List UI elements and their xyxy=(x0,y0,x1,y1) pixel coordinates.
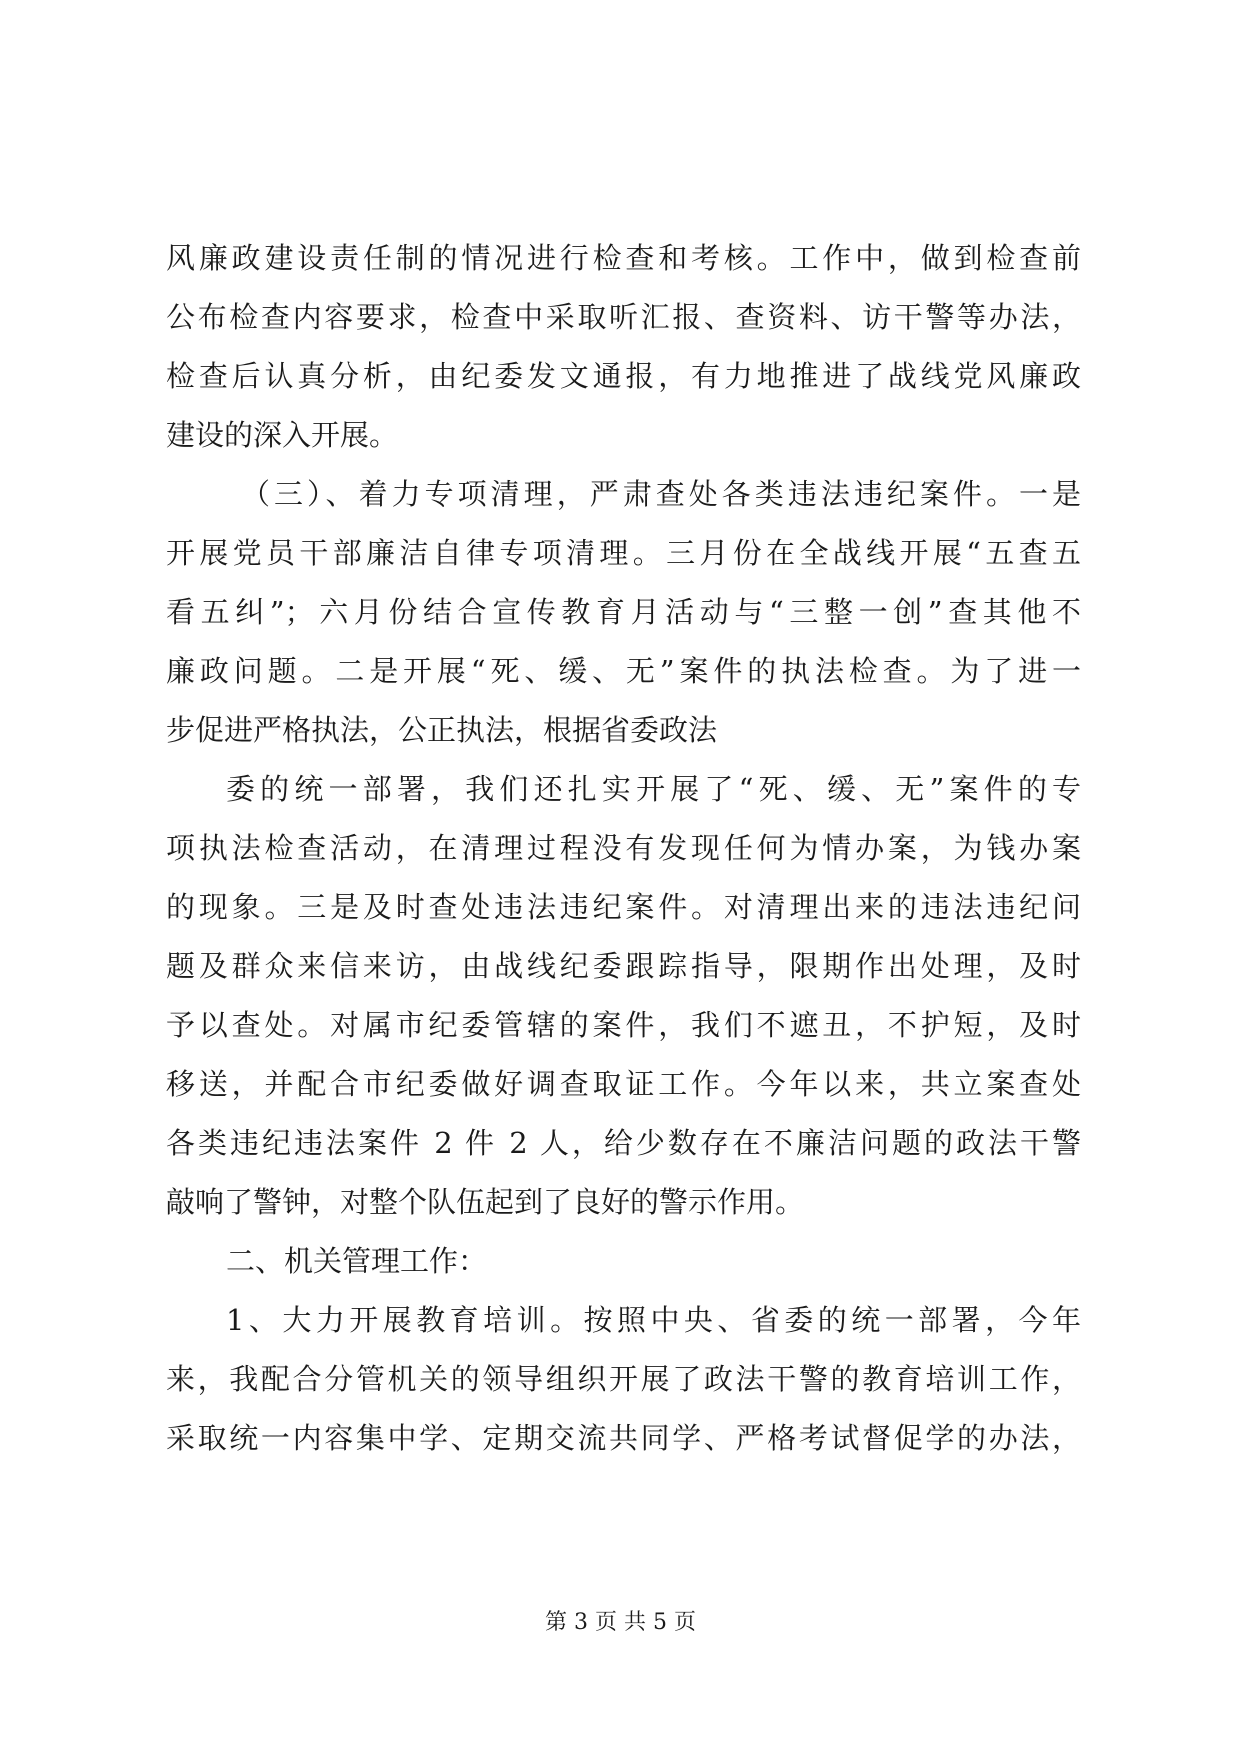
text-line: 看五纠”；六月份结合宣传教育月活动与“三整一创”查其他不 xyxy=(166,595,1081,629)
text-line: 的现象。三是及时查处违法违纪案件。对清理出来的违法违纪问 xyxy=(166,890,1081,924)
text-line: 采取统一内容集中学、定期交流共同学、严格考试督促学的办法， xyxy=(166,1421,1081,1455)
text-line: 廉政问题。二是开展“死、缓、无”案件的执法检查。为了进一 xyxy=(166,654,1081,688)
text-line: 建设的深入开展。 xyxy=(166,418,399,452)
text-line: 步促进严格执法，公正执法，根据省委政法 xyxy=(166,713,718,747)
text-line: 来，我配合分管机关的领导组织开展了政法干警的教育培训工作， xyxy=(166,1362,1081,1396)
document-body xyxy=(166,229,1081,1468)
section-heading: 二、机关管理工作： xyxy=(226,1244,488,1278)
text-line: 公布检查内容要求，检查中采取听汇报、查资料、访干警等办法， xyxy=(166,300,1081,334)
text-line: 各类违纪违法案件 2 件 2 人，给少数存在不廉洁问题的政法干警 xyxy=(166,1126,1081,1160)
paragraph-start-line: 1、大力开展教育培训。按照中央、省委的统一部署，今年 xyxy=(226,1303,1081,1337)
paragraph-start-line: 委的统一部署，我们还扎实开展了“死、缓、无”案件的专 xyxy=(226,772,1081,806)
section-heading-line: （三）、着力专项清理，严肃查处各类违法违纪案件。一是 xyxy=(241,477,1081,511)
text-line: 风廉政建设责任制的情况进行检查和考核。工作中，做到检查前 xyxy=(166,241,1081,275)
page-number-footer: 第 3 页 共 5 页 xyxy=(545,1610,696,1635)
text-line: 题及群众来信来访，由战线纪委跟踪指导，限期作出处理，及时 xyxy=(166,949,1081,983)
text-line: 开展党员干部廉洁自律专项清理。三月份在全战线开展“五查五 xyxy=(166,536,1081,570)
text-line: 项执法检查活动，在清理过程没有发现任何为情办案，为钱办案 xyxy=(166,831,1081,865)
text-line: 敲响了警钟，对整个队伍起到了良好的警示作用。 xyxy=(166,1185,805,1219)
text-line: 予以查处。对属市纪委管辖的案件，我们不遮丑，不护短，及时 xyxy=(166,1008,1081,1042)
text-line: 检查后认真分析，由纪委发文通报，有力地推进了战线党风廉政 xyxy=(166,359,1081,393)
text-line: 移送，并配合市纪委做好调查取证工作。今年以来，共立案查处 xyxy=(166,1067,1081,1101)
